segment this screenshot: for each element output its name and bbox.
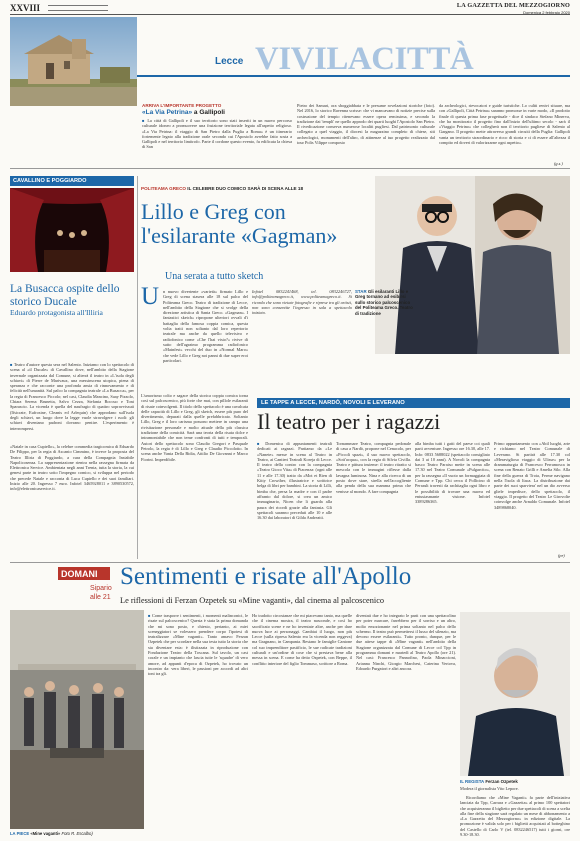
paragraph: diventati due e ho integrato le parti con una spettacolino per poter marcare, farrebbero per il sorriso e un altro, molto emozionante nel prima soltanto nel palco dello schermo. Il teatro può permettersi il lusso del silenzio, ma devono essere esilaranti». Tutto pronto, dunque, per le due attese tappe di «Mine vaganti» nell'ambito della Stagione organizzata dal Comune di Lecce col Tpp in programma domani e martedì al Teatro Apollo (ore 21). Nel cast: Francesco Pannofino, Paola Minaccioni, Arianna Ninchi, Giorgio Marchesi, Caterina Vertova, Edoardo Purgatori e altri ancora.	[356, 613, 456, 671]
top-article-author: (g.s.)	[554, 161, 563, 166]
paragraph: alla bimba tutti i gatti del paese coi quali parti avventure. Ingresso ore 16.30, alle 17. Info: 0833 5688022 (spettacolo consigliato dai 3 ai 10 anni). A Novoli la compagnia basco Teatro Paraiso mette in scena alle 17.30 nel Teatro Comunale «Pulgarcito», per la rassegna «Il vuoto un formaggiata di Comune e Tpp. Chi cerca il Pollicino di Perrault travesti da rachitaglia ogni libro e le possibilità di trovare una nuova ed entusiasmante visione. Infotel 3389286365.	[415, 441, 490, 505]
masthead	[10, 3, 570, 15]
ragazzi-author: (pr)	[558, 553, 565, 558]
lillo-kicker	[141, 186, 303, 191]
section-title: VIVILACITTÀ	[255, 41, 474, 77]
ozpetek-photo	[460, 612, 570, 776]
city-name: Lecce	[215, 56, 244, 67]
theatre-curtain-photo	[10, 188, 134, 272]
mine-vaganti-photo	[10, 610, 144, 829]
apollo-col-3	[356, 613, 456, 839]
paragraph: da archeologici, rievocatori e guide turistiche. Lo cultti renivi situare, ma con «Gallipoli, Città Petrina» saranno promosse in varie modo, «Il prodotto finale di questa prima fase progettuale - dice il sindaco Stefano Minerva, che ha monitorato il progetto fino dall'inizio dell'ultimo secolo - sarà il «Viaggio Petrino» che collegherà non il territorio pugliese di Salento al Gargano. Il progetto mette attraverso grandi circuiti della Puglia: Gallipoli vanta un territorio straordinario e ricco di storia e ci di essere all'altezza il compito ed doveri di valorizzarne ogni aspetto».	[439, 103, 570, 146]
apollo-col-2	[252, 613, 352, 839]
domani-venue: Sipario alle 21	[90, 585, 112, 601]
ragazzi-col-4	[494, 441, 570, 553]
paragraph: Pietro dei Samari, ora sboggiabbata e le presume rovelazioni storiche (foto). Nel 2016, lo storico Ravenna scrisse: che vi mancavano di notizie precise sulla costruzione del tempio ritenevano essere opera remissima, e secondo la tradizione dai 'templi' ne quello approdo dei quarti luoghi l'Apostolo San Pietro. Il rivedicazione conserva numerose localiti pugliesi. Dal patrimonio culturale collegato a quel viaggio, il diocesi la magazzino completo di chiese, siti archeologici, monumenti dell'altro, di attinenze al tuo progetto realizzato dal tour Polis Vilippe composto	[297, 103, 435, 146]
piece-caption	[10, 831, 144, 836]
lillo-info	[252, 289, 352, 413]
caption-label: STAR	[355, 289, 367, 294]
cavallino-headline: La Busacca ospite dello storico Ducale	[10, 283, 120, 308]
church-photo	[10, 17, 137, 106]
issue-date: Domenica 2 febbraio 2020	[523, 9, 570, 15]
top-article-col-2	[297, 103, 435, 166]
director-name: Ferzan Ozpetek	[485, 779, 518, 784]
apollo-col-1	[148, 613, 248, 839]
column-divider	[137, 176, 138, 559]
divider	[10, 168, 570, 169]
paragraph: ■ La città di Gallipoli e il suo territorio sono stati inseriti in un nuovo percorso culturale idoneo a promuovere una fruizione territoriale legata all'aspetto religioso. «La Via Petrina: il viaggio di San Pietro dalla Puglia a Roma» è un itinerario fortemente legato alla tradizione orale secondo cui l'Apostolo avrebbe fatto sosta a Gallipoli e nel territorio limitrofo. Parte il cordone questo evento, fu edificata la chiesa di San	[142, 118, 292, 150]
director-caption	[460, 779, 570, 784]
kicker-label: POLITEAMA GRECO	[141, 186, 187, 191]
paragraph: Ho tradotto circostanze che mi piacevano tanto, ma quelle che il cinema mostra, il teatro nasconde, e così ho sacrificato scene e ne ho inventate altre, anche per dare nuova luce ai personaggi. Cambiai il luogo, non più Lecce (sulla ripresa Salento era la vicenda non reggeva) ma Gragnano, in Campania. Restano le famiglie Cantone col suo imprenditore pastificio, le sue radicate tradizioni culturali e un'ordine di cose che si prestava bene alla messa in scena. E come ha detto Ozpetek, con Beppe, il conflitto interiore del figlio Tommaso, scrittore a Roma.	[252, 613, 352, 666]
paragraph: ■ Teatro d'autore questa sera nel Salento. Iniziamo con lo spettacolo di scena al «il Ducale» di Cavallino dove, nell'ambito della Stagione invernale organizzata dal Comune, si alterrà il teatro in «L'isola degli schiavi» di Pierre de Marivaux, una messinscena utopica, piena di speranza e che racconte una profonda ansia di rinnovamento e di felicità nell'umanità. Sul palco la compagnia teatrale «La Busacca», per la regia di Francesco Piccolo; nel cast, Claudia Mancino, Saay Pizzolo, Chiara Serena Brunetta, Salvo Cezza, Stefania Boccuo e Toni Sparascio. La vicenda è quella del naufragio di quattro sopravvissuti (Ifsicrate, Eufrosine, Cleanis ed Arlequin) che approdano sull'isola degli schiavi, un luogo dove la legge vuole stravolgere i ruoli: gli schiavi diventano padroni dovrano pentire. L'esperimento è interrompersi.	[10, 362, 134, 431]
cavallino-subhead: Eduardo protagonista all'Illiria	[10, 308, 103, 317]
caption-text: Gli esilaranti Lillo e Greg tornano ad esibirsi sullo storico palcoscenico del Politeama Greco. Teatro di tradizione	[355, 289, 413, 316]
newspaper-name: LA GAZZETTA DEL MEZZOGIORNO	[456, 2, 570, 9]
domani-label: DOMANI	[58, 567, 110, 580]
paragraph: n nuovo divertente «varietà» firmato Lillo e Greg di scena stasera alle 18 sul palco del Politeama Greco. Teatro di tradizione di Lecce, nell'ambito della Stagione che si svolge della direzione artistica di Santa Greco. «Gagman». I fantastici sketch» ripropone ulteriori ovvali d'i battaglia della famosa coppia comica, questa volta tratti non soltanto dal loro repertorio teatrale ma anche da quello televisivo e radiofonico come «Che l'hai visto?» rivive di sutto dell'agraimo programma radiofonico «Mainfest» vecchi del duo in «Normal Maro» che vede Lillo e Greg noi panni di due super eroi particolari.	[163, 289, 248, 363]
top-article-col-3	[439, 103, 570, 163]
lillo-headline: Lillo e Greg con l'esilarante «Gagman»	[141, 199, 338, 248]
lillo-greg-photo	[375, 176, 570, 354]
ragazzi-col-3	[415, 441, 490, 559]
apollo-headline: Sentimenti e risate all'Apollo	[120, 563, 412, 590]
apollo-subhead: Le riflessioni di Ferzan Ozpetek su «Mine vaganti», dal cinema al palcoscenico	[120, 596, 385, 605]
paragraph: ■ Domenica di appuntamenti teatrali dedicati ai ragazzi. Partiamo da «Le «Nanete» messe in scena al Teatro in Teatro, ai Cantieri Teatrali Koreja di Lecce. Il teatro della contro con la compagnia «Teatro Gioco Vita» di Piacenza: (ogni alle 11 e alle 17.30) tratto da «Mot et Rien di Kitty Crowther, illustratrice e scrittrice belga di libri per bambini. La storia di Lilli, bimba che, persa la madre e con il padre affranto dal dolore, si crea un amico immaginario, Nicen che li guarda alla paura dei ricordi grazie alla fantasia. Gli spettacoli saranno preceduti alle 10 e alle 16.30 dai laboratori di Gilda Andreatti.	[257, 441, 332, 520]
director-label: IL REGISTA	[460, 779, 485, 784]
piece-credit: Foto R. Escalbo)	[61, 831, 93, 836]
kicker-text: IL CELEBRE DUO COMICO SARÀ DI SCENA ALLE 18	[187, 186, 304, 191]
masthead-section-marker	[48, 5, 108, 11]
top-article-headline	[142, 109, 225, 116]
ragazzi-col-1	[257, 441, 332, 559]
cavallino-col-2	[10, 444, 134, 558]
lillo-photo-caption	[355, 289, 413, 316]
ragazzi-col-2	[336, 441, 411, 559]
headline-quote: «La Via Petrina»	[142, 109, 193, 116]
paragraph: Infotel 0832241468, tel. 0832246727, info@politeamagreco.it, www.politeamagreco.it. Si ricorda che sono vietate fotografie e riprese tra gli artisti, non sono consentite l'ingresso in sala a spettacolo iniziato.	[252, 289, 352, 316]
paragraph: Modera il giornalista Vito Lepore.	[460, 786, 519, 791]
ragazzi-kicker-bar: LE TAPPE A LECCE, NARDÒ, NOVOLI E LEVERANO	[257, 398, 570, 408]
lillo-col-1b	[141, 393, 248, 559]
paragraph: Primo appuntamento con «Abil luoghi, arte e richiamo nel Teatro Comunale di Leverano. Si partirà alle 17.30 col «Meraviglioso viaggio di Ulisse» per la drammaturgia di Francesco Ferramosca in scena con Renato Grilli e Amelia Silo. Alla fine della guerra di Troia, Ferme navigano nella l'isola di Itaca. La distribuzione dai parte dei suoi sparviera' nel un dio avverso gliele impedisce, dello spettacolo, il viaggio. Il progetto del Teatro Le Girovolte coinvolge anche Arnaldo Comunale. Infotel 3489868040.	[494, 441, 570, 510]
paragraph: ■ Come trasporre i sentimenti, i momenti malinconici, le risate sul palcoscenico? Questa è stata la prima domanda che mi sono posto, e chiesto, pertanto, ai miei sceneggiatori se volessero prendere corpo l'ipotesi di teatralizzare «Mine vaganti». Tanto amavo Ferzan Ozpetek che per scordare nella sua testa tutto la storia che sta diventare esta: è ilistizzata in riproduzione con Fondazione Teatro della Toscana. Sul tavolo, un cast corale e un impianto che lascia tutte le 'squadre' di vero amore, ad appunti d'epoca di Ozpetek, ho trovato un incontro da: vera liberi, le passioni per accordi ad altri toni tra gli.	[148, 613, 248, 677]
ragazzi-headline: Il teatro per i ragazzi	[257, 409, 441, 434]
lillo-subhead: Una serata a tutto sketch	[165, 271, 264, 282]
piece-label: LA PIECE	[10, 831, 30, 836]
top-article-col-1	[142, 118, 292, 166]
paragraph: Ricordiamo che «Mine Vaganti» fa parte dell'iniziativa lanciata da Tpp, Carrara e «Gazzetta» al primo 100 spettatori che acquisteranno il biglietto per due spettacoli di scena a scelta alla fine della stagione sarà regalato un mese di abbonamento a «La Gazzetta del Mezzogiorno» in edizione digitale. La promozione è valida solo per i biglietti acquistati al botteghino del Castello di Carlo V (tel. 0832246517) tutti i giorni, ore 9.30-18.30.	[460, 795, 570, 838]
top-article-kicker: ARRIVA L'IMPORTANTE PROGETTO	[142, 103, 222, 108]
paragraph: Tornammare Teatro, compagnia pedonale di casa a Nardò, propone nel Cenacolo, per «Piccoli spazi», il suo nuovo spettacolo, «Sott'acqua», con la regia di Silvia Civilla. Teatro e pittura insieme: il teatro ritratto si mescola con le immagini riflesse dalla lavagna luminosa. Nina e alla ricerca di un posto dove stare, sirella nell'accogliente alla penda della sua mamma prima che venisse al mondo. A fare compagnia	[336, 441, 411, 494]
paragraph: L'umorismo colto e sagace della storica coppia comica torna così sul palcoscenico, più forte che mai, con pillole esilaranti di risate coinvolgenti. Il titolo dello spettacolo è una cavalcata delle capacità di Lillo e Greg, gli sketch, essere più puro del divertimento, depurati dalla quelle prefabbricato. Soltanto Lillo, Greg e il loro carisma possono mettere in campo una rivisitazione personale e molto attuale della più classica tradizione della comicità. Sarà una teoria della risata dolce e intramontabile che non teme confronti di tutti e temporali. Autori dello spettacolo sono Claudio Gregori e Pasquale Petrolo, la regia è di Lillo e Greg e Claudio Piccolotto. In scena anche Vania Della Bidia, Attilio De Giovanni e Marco Fiorini. Imperdibile.	[141, 393, 248, 462]
paragraph: «Natale in casa Cupiello», la celebre commedia tragicomica di Eduardo De Filippo, per la regia di Ascanio Cimmino, è invece la proposta del Teatro Illiria di Poggiardo, a cura della Compagnia Instabile Napolicosenza. La rappresentazione rientra nella rassegna firmata da Elettronica Service. Ambientata negli anni Trenta, tutta la storia, la cui genesi parte in teatro sotto l'impegno comico, si sviluppa nel periodo che precede Natale e racconta di Luca Cupiello e dei suoi familiari. Inizio alle 20. Ingresso 7 euro. Infotel 3465928011 e 3890530572, info@elettronicaservice.it.	[10, 444, 134, 492]
piece-title: «Mine vaganti»	[30, 831, 61, 836]
apollo-col-4	[460, 795, 570, 839]
page-number: XXVIII	[10, 3, 41, 13]
apollo-col-4-intro	[460, 786, 570, 794]
lillo-col-1	[163, 289, 248, 393]
headline-place: a Gallipoli	[193, 109, 225, 116]
lillo-drop-cap: U	[141, 283, 160, 310]
cavallino-col-1	[10, 362, 134, 444]
cavallino-section-label: CAVALLINO E POGGIARDO	[10, 176, 134, 186]
